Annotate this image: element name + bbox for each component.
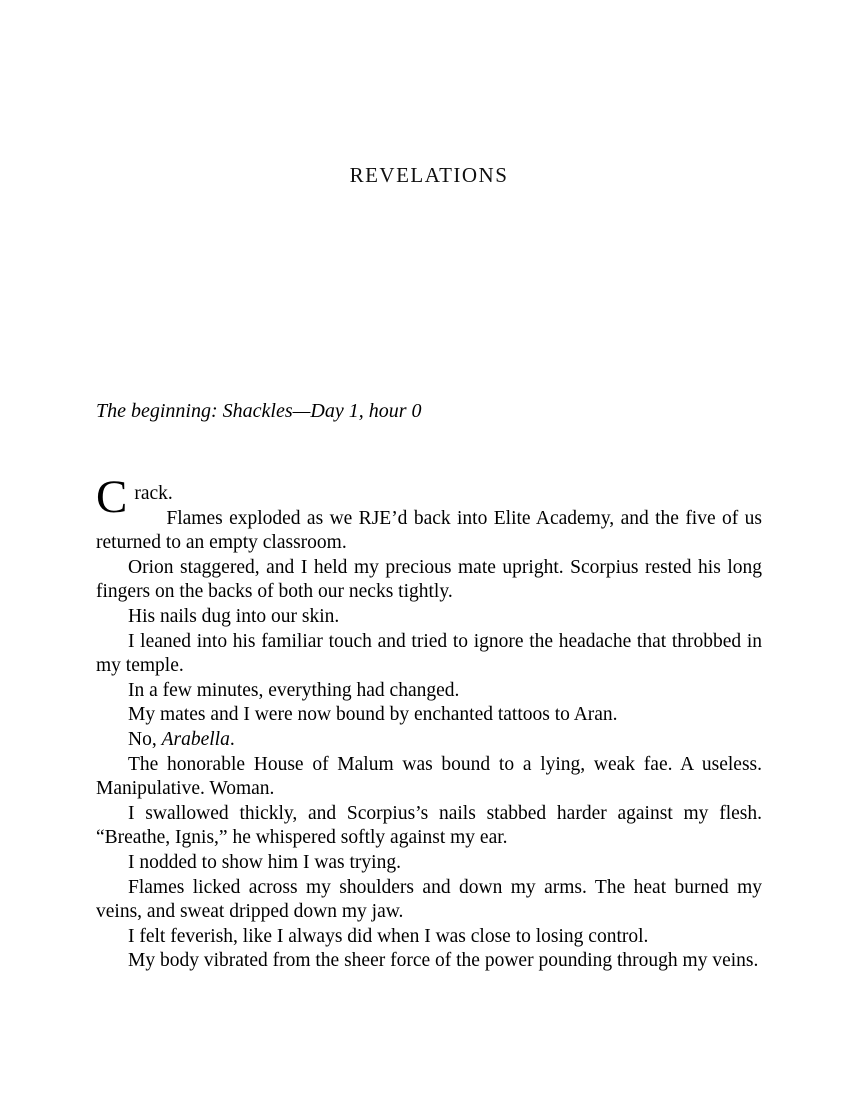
paragraph: Flames licked across my shoulders and down my arms. The heat burned my veins, and sweat dripped down my jaw. — [96, 876, 762, 923]
opening-paragraph-text: rack. — [134, 483, 173, 504]
paragraph — [96, 728, 762, 753]
paragraph: His nails dug into our skin. — [128, 605, 340, 627]
opening-paragraph — [96, 471, 762, 523]
paragraph: I leaned into his familiar touch and tried to ignore the headache that throbbed in my temple. — [96, 630, 762, 677]
paragraph: Flames exploded as we RJE’d back into Elite Academy, and the five of us returned to an empty classroom. — [96, 507, 762, 554]
paragraph-italic-text: Arabella — [161, 728, 230, 750]
paragraph: I nodded to show him I was trying. — [128, 851, 401, 873]
scene-subtitle: The beginning: Shackles—Day 1, hour 0 — [96, 400, 422, 422]
paragraph: In a few minutes, everything had changed. — [128, 679, 460, 701]
paragraph: I felt feverish, like I always did when I was close to losing control. — [128, 925, 649, 947]
paragraph: My mates and I were now bound by enchanted tattoos to Aran. — [128, 704, 618, 726]
chapter-title: REVELATIONS — [349, 163, 509, 187]
paragraph: My body vibrated from the sheer force of the power pounding through my veins. — [128, 950, 759, 972]
paragraph: I swallowed thickly, and Scorpius’s nails stabbed harder against my flesh. “Breathe, Ignis,” he whispered softly against my ear. — [96, 802, 762, 849]
paragraph-text: . — [229, 728, 235, 750]
paragraph: The honorable House of Malum was bound to a lying, weak fae. A useless. Manipulative. Woman. — [96, 753, 762, 800]
paragraph-text: No, — [128, 728, 162, 750]
dropcap-letter: C — [96, 471, 128, 523]
paragraph: Orion staggered, and I held my precious mate upright. Scorpius rested his long fingers on the backs of both our necks tightly. — [96, 556, 762, 603]
body-text — [96, 471, 762, 974]
